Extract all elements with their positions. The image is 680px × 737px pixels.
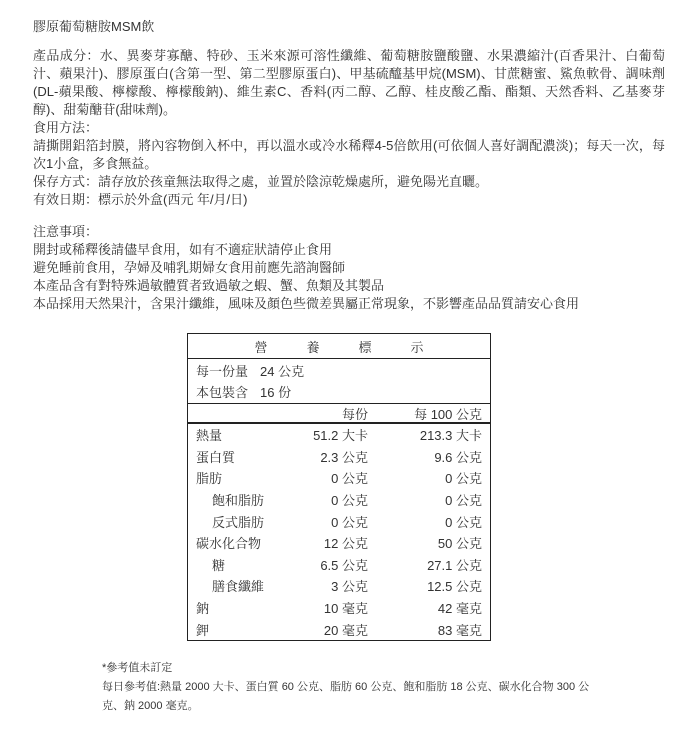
usage-section (33, 119, 665, 209)
serving-size-value: 24 公克 (260, 364, 305, 379)
per-serving-value: 3 公克 (331, 579, 368, 595)
per-serving-value: 0 公克 (331, 514, 368, 530)
table-row (188, 575, 490, 597)
per-100g-value: 50 公克 (437, 536, 482, 552)
usage-instructions: 請撕開鋁箔封膜，將內容物倒入杯中，再以溫水或冷水稀釋4-5倍飲用(可依個人喜好調配濃淡)；每天一次，每次1小盒，多食無益。 (33, 138, 665, 171)
nutrient-name: 膳食纖維 (212, 579, 265, 595)
notices-section (33, 223, 665, 313)
per-100g-value: 9.6 公克 (434, 449, 482, 465)
serving-size-row (188, 360, 490, 381)
ingredients-paragraph: 產品成分：水、異麥芽寡醣、特砂、玉米來源可溶性纖維、葡萄糖胺鹽酸鹽、水果濃縮汁(百香果汁、白葡萄汁、蘋果汁)、膠原蛋白(含第一型、第二型膠原蛋白)、甲基硫醯基甲烷(MSM)、甘蔗糖蜜、鯊魚軟骨、調味劑(DL-蘋果酸、檸檬酸、檸檬酸鈉)、維生素C、香料(丙二醇、乙醇、桂皮酸乙酯、酯類、天然香料、乙基麥芽醇)、甜菊醣苷(甜味劑)。 (33, 48, 665, 117)
table-row (188, 597, 490, 619)
per-serving-value: 51.2 大卡 (313, 428, 368, 444)
per-serving-value: 0 公克 (331, 493, 368, 509)
nutrition-rows (188, 424, 490, 640)
table-row (188, 532, 490, 554)
servings-per-pack-value: 16 份 (260, 385, 292, 400)
expiry-note: 有效日期：標示於外盒(西元 年/月/日) (33, 192, 248, 207)
column-header-per-100g: 每 100 公克 (414, 406, 482, 422)
table-row (188, 467, 490, 489)
per-100g-value: 42 毫克 (437, 601, 482, 617)
per-100g-value: 27.1 公克 (427, 557, 482, 573)
nutrient-name: 蛋白質 (196, 449, 236, 465)
nutrient-name: 脂肪 (196, 471, 223, 487)
notice-line: 本品採用天然果汁，含果汁纖維，風味及顏色些微差異屬正常現象，不影響產品品質請安心食用 (33, 296, 580, 311)
serving-info (188, 359, 490, 404)
nutrient-name: 鈉 (196, 601, 210, 617)
nutrient-name: 熱量 (196, 428, 223, 444)
per-serving-value: 20 毫克 (323, 622, 368, 638)
per-serving-value: 12 公克 (323, 536, 368, 552)
per-100g-value: 83 毫克 (437, 622, 482, 638)
nutrient-name: 飽和脂肪 (212, 493, 265, 509)
per-100g-value: 12.5 公克 (427, 579, 482, 595)
notices-heading: 注意事項： (33, 224, 99, 239)
table-row (188, 554, 490, 576)
column-header-per-serving: 每份 (341, 406, 368, 422)
notice-line: 本產品含有對特殊過敏體質者致過敏之蝦、蟹、魚類及其製品 (33, 278, 385, 293)
servings-per-pack-row (188, 381, 490, 402)
nutrition-table (187, 333, 491, 641)
nutrition-table-title-text: 營養標示 (254, 339, 463, 355)
table-row (188, 446, 490, 468)
table-row (188, 618, 490, 640)
footnote-section (102, 659, 610, 716)
notice-line: 開封或稀釋後請儘早食用，如有不適症狀請停止食用 (33, 242, 333, 257)
usage-heading: 食用方法： (33, 120, 99, 135)
footnote-reference-note: *參考值未訂定 (102, 662, 173, 674)
nutrient-name: 碳水化合物 (196, 536, 262, 552)
nutrient-name: 鉀 (196, 622, 210, 638)
per-serving-value: 10 毫克 (323, 601, 368, 617)
table-row (188, 489, 490, 511)
column-header-row (188, 404, 490, 424)
per-100g-value: 0 公克 (445, 493, 482, 509)
per-100g-value: 0 公克 (445, 514, 482, 530)
serving-size-label: 每一份量 (196, 364, 249, 379)
notice-line: 避免睡前食用，孕婦及哺乳期婦女食用前應先諮詢醫師 (33, 260, 346, 275)
servings-per-pack-label: 本包裝含 (196, 385, 249, 400)
footnote-daily-values: 每日參考值:熱量 2000 大卡、蛋白質 60 公克、脂肪 60 公克、飽和脂肪 18 公克、碳水化合物 300 公克、鈉 2000 毫克。 (102, 681, 590, 712)
nutrition-table-title (188, 334, 490, 359)
nutrient-name: 反式脂肪 (212, 514, 265, 530)
storage-instructions: 保存方式：請存放於孩童無法取得之處，並置於陰涼乾燥處所，避免陽光直曬。 (33, 174, 489, 189)
per-serving-value: 2.3 公克 (320, 449, 368, 465)
product-title: 膠原葡萄糖胺MSM飲 (33, 19, 155, 34)
table-row (188, 424, 490, 446)
per-serving-value: 6.5 公克 (320, 557, 368, 573)
nutrient-name: 糖 (212, 557, 226, 573)
table-row (188, 510, 490, 532)
per-100g-value: 213.3 大卡 (419, 428, 482, 444)
per-serving-value: 0 公克 (331, 471, 368, 487)
per-100g-value: 0 公克 (445, 471, 482, 487)
